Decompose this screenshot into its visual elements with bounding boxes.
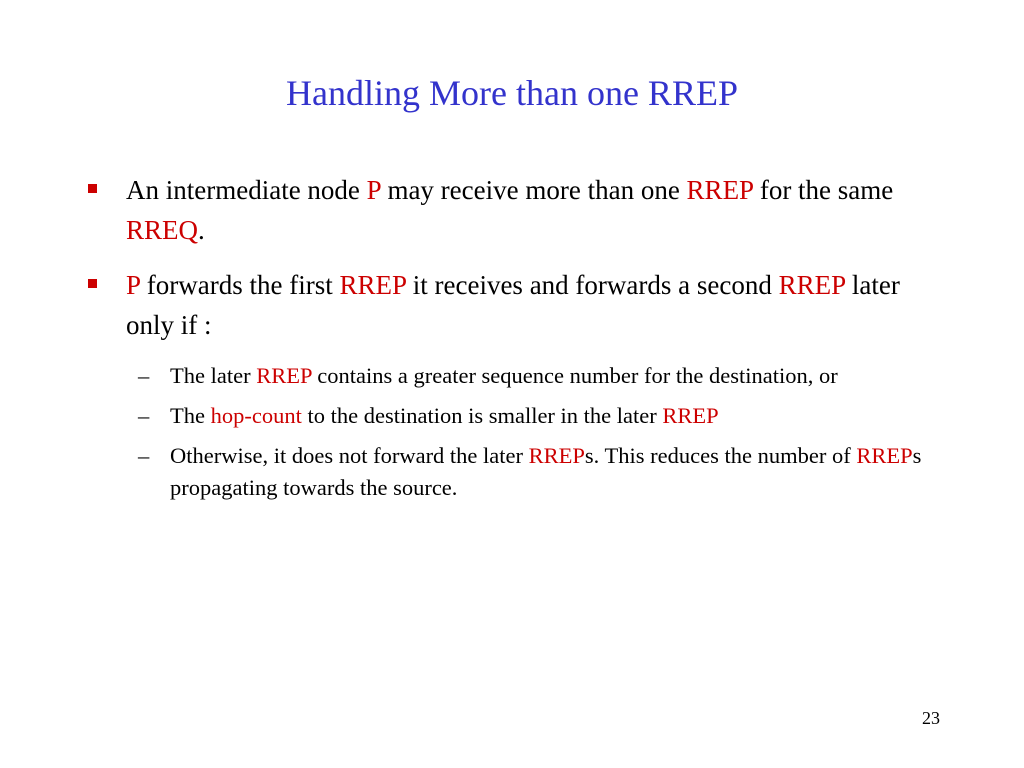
text-segment: The later: [170, 363, 257, 388]
text-segment: it receives and forwards a second: [406, 270, 779, 300]
highlight-term: P: [366, 175, 381, 205]
text-segment: forwards the first: [140, 270, 340, 300]
square-bullet-icon: [88, 279, 97, 288]
slide-body: [88, 170, 948, 512]
highlight-term: RREQ: [126, 215, 199, 245]
sub-bullet-item: [88, 400, 948, 432]
bullet-text: [126, 175, 893, 245]
text-segment: The: [170, 403, 211, 428]
text-segment: An intermediate node: [126, 175, 367, 205]
text-segment: Otherwise, it does not forward the later: [170, 443, 529, 468]
highlight-term: RREP: [662, 403, 719, 428]
bullet-text: [126, 270, 900, 340]
text-segment: s. This reduces the number of: [584, 443, 857, 468]
sub-bullet-text: [170, 443, 921, 500]
dash-marker: –: [138, 443, 150, 468]
sub-bullet-text: [170, 363, 838, 388]
highlight-term: RREP: [528, 443, 585, 468]
text-segment: s propagating towards the source.: [170, 443, 922, 500]
highlight-term: RREP: [339, 270, 406, 300]
text-segment: .: [198, 215, 205, 245]
dash-marker: –: [138, 363, 150, 388]
highlight-term: hop-count: [210, 403, 302, 428]
text-segment: for the same: [753, 175, 894, 205]
page-number: 23: [922, 708, 940, 728]
text-segment: to the destination is smaller in the later: [301, 403, 663, 428]
dash-marker: –: [138, 403, 150, 428]
highlight-term: P: [126, 270, 141, 300]
text-segment: contains a greater sequence number for the destination, or: [311, 363, 838, 388]
highlight-term: RREP: [256, 363, 312, 388]
text-segment: later only if :: [126, 270, 900, 340]
highlight-term: RREP: [856, 443, 913, 468]
highlight-term: RREP: [686, 175, 754, 205]
slide-title: Handling More than one RREP: [286, 73, 738, 113]
bullet-item: [88, 170, 948, 250]
sub-bullet-item: [88, 360, 948, 392]
highlight-term: RREP: [778, 270, 846, 300]
sub-bullet-item: [88, 440, 948, 504]
sub-bullet-text: [170, 403, 719, 428]
square-bullet-icon: [88, 184, 97, 193]
bullet-item: [88, 265, 948, 345]
text-segment: may receive more than one: [380, 175, 687, 205]
